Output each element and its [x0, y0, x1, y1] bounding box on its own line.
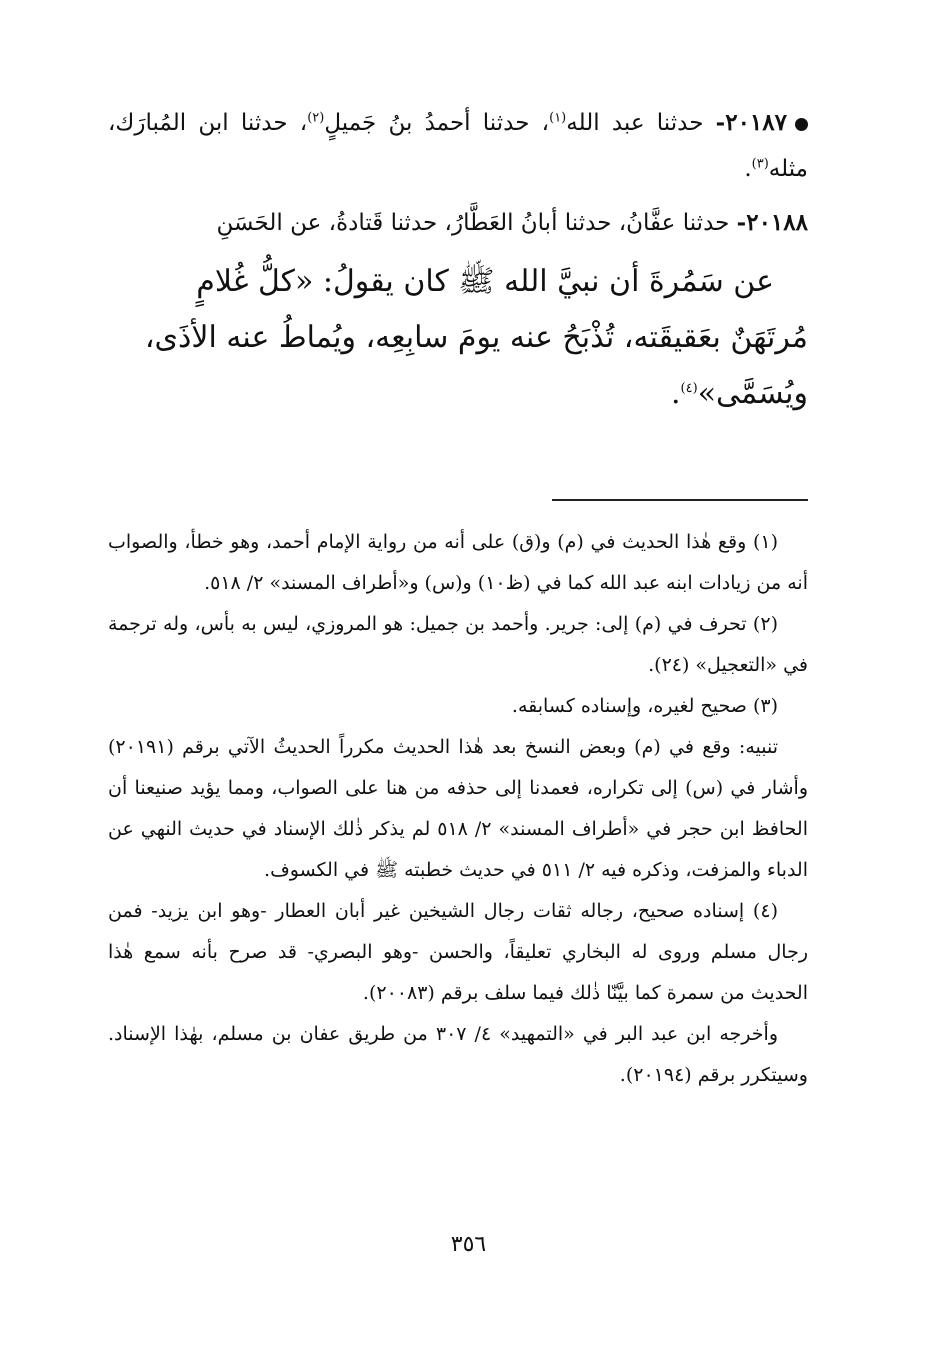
footnote-ref: (٣)	[751, 156, 769, 172]
main-text	[108, 100, 808, 422]
footnote-ref: (١)	[549, 110, 567, 126]
hadith-text: حدثنا عفَّانُ، حدثنا أبانُ العَطَّارُ، حدثنا قَتادةُ، عن الحَسَنِ	[216, 210, 730, 236]
matn-line	[108, 366, 808, 422]
footnote-ref: (٢)	[307, 110, 325, 126]
footnote-3: (٣) صحيح لغيره، وإسناده كسابقه.	[511, 695, 778, 717]
matn-line: مُرتَهَنٌ بعَقيقَته، تُذْبَحُ عنه يومَ سابِعِه، ويُماطُ عنه الأذَى،	[144, 320, 808, 355]
footnote-2: (٢) تحرف في (م) إلى: جرير. وأحمد بن جميل: هو المروزي، ليس به بأس، وله ترجمة في «التعجيل» (٢٤).	[108, 613, 808, 676]
footnote-separator	[552, 499, 808, 501]
hadith-number: ٢٠١٨٨-	[736, 209, 808, 236]
hadith-text: حدثنا عبد الله	[566, 110, 704, 136]
hadith-number: ٢٠١٨٧-	[715, 109, 787, 136]
page-number: ٣٥٦	[450, 1232, 487, 1257]
matn-text: ويُسَمَّى»	[697, 376, 808, 411]
matn-text-end: .	[671, 376, 681, 411]
footnote-ref: (٤)	[680, 381, 698, 396]
hadith-20187	[108, 100, 808, 192]
hadith-text: ، حدثنا أحمدُ بنُ جَميلٍ	[324, 110, 550, 136]
matn-line: عن سَمُرةَ أن نبيَّ الله ﷺ كان يقولُ: «كلُّ غُلامٍ	[196, 264, 774, 299]
footnote-note: تنبيه: وقع في (م) وبعض النسخ بعد هٰذا الحديث مكرراً الحديثُ الآتي برقم (٢٠١٩١) وأشار في (س) إلى تكراره، فعمدنا إلى حذفه من هنا على الصواب، ومما يؤيد صنيعنا أن الحافظ ابن حجر في «أطراف المسند» ٢/ ٥١٨ لم يذكر ذٰلك الإسناد في حديث النهي عن الدباء والمزفت، وذكره فيه ٢/ ٥١١ في حديث خطبته ﷺ في الكسوف.	[108, 736, 808, 881]
footnotes	[108, 522, 808, 1096]
bullet-icon	[795, 118, 808, 131]
footnote-1: (١) وقع هٰذا الحديث في (م) و(ق) على أنه من رواية الإمام أحمد، وهو خطأ، والصواب أنه من زيادات ابنه عبد الله كما في (ظ١٠) و(س) و«أطراف المسند» ٢/ ٥١٨.	[108, 531, 808, 594]
hadith-20188	[108, 200, 808, 246]
footnote-4-continued: وأخرجه ابن عبد البر في «التمهيد» ٤/ ٣٠٧ من طريق عفان بن مسلم، بهٰذا الإسناد. وسيتكرر برقم (٢٠١٩٤).	[108, 1023, 808, 1086]
hadith-text-end: .	[744, 156, 752, 182]
footnote-4: (٤) إسناده صحيح، رجاله ثقات رجال الشيخين غير أبان العطار -وهو ابن يزيد- فمن رجال مسلم وروى له البخاري تعليقاً، والحسن -وهو البصري- قد صرح بأنه سمع هٰذا الحديث من سمرة كما بيَّنّا ذٰلك فيما سلف برقم (٢٠٠٨٣).	[108, 900, 808, 1004]
hadith-matn	[108, 254, 808, 422]
hadith-text: ، حدثنا ابن المُبارَك، مثله	[108, 110, 808, 182]
